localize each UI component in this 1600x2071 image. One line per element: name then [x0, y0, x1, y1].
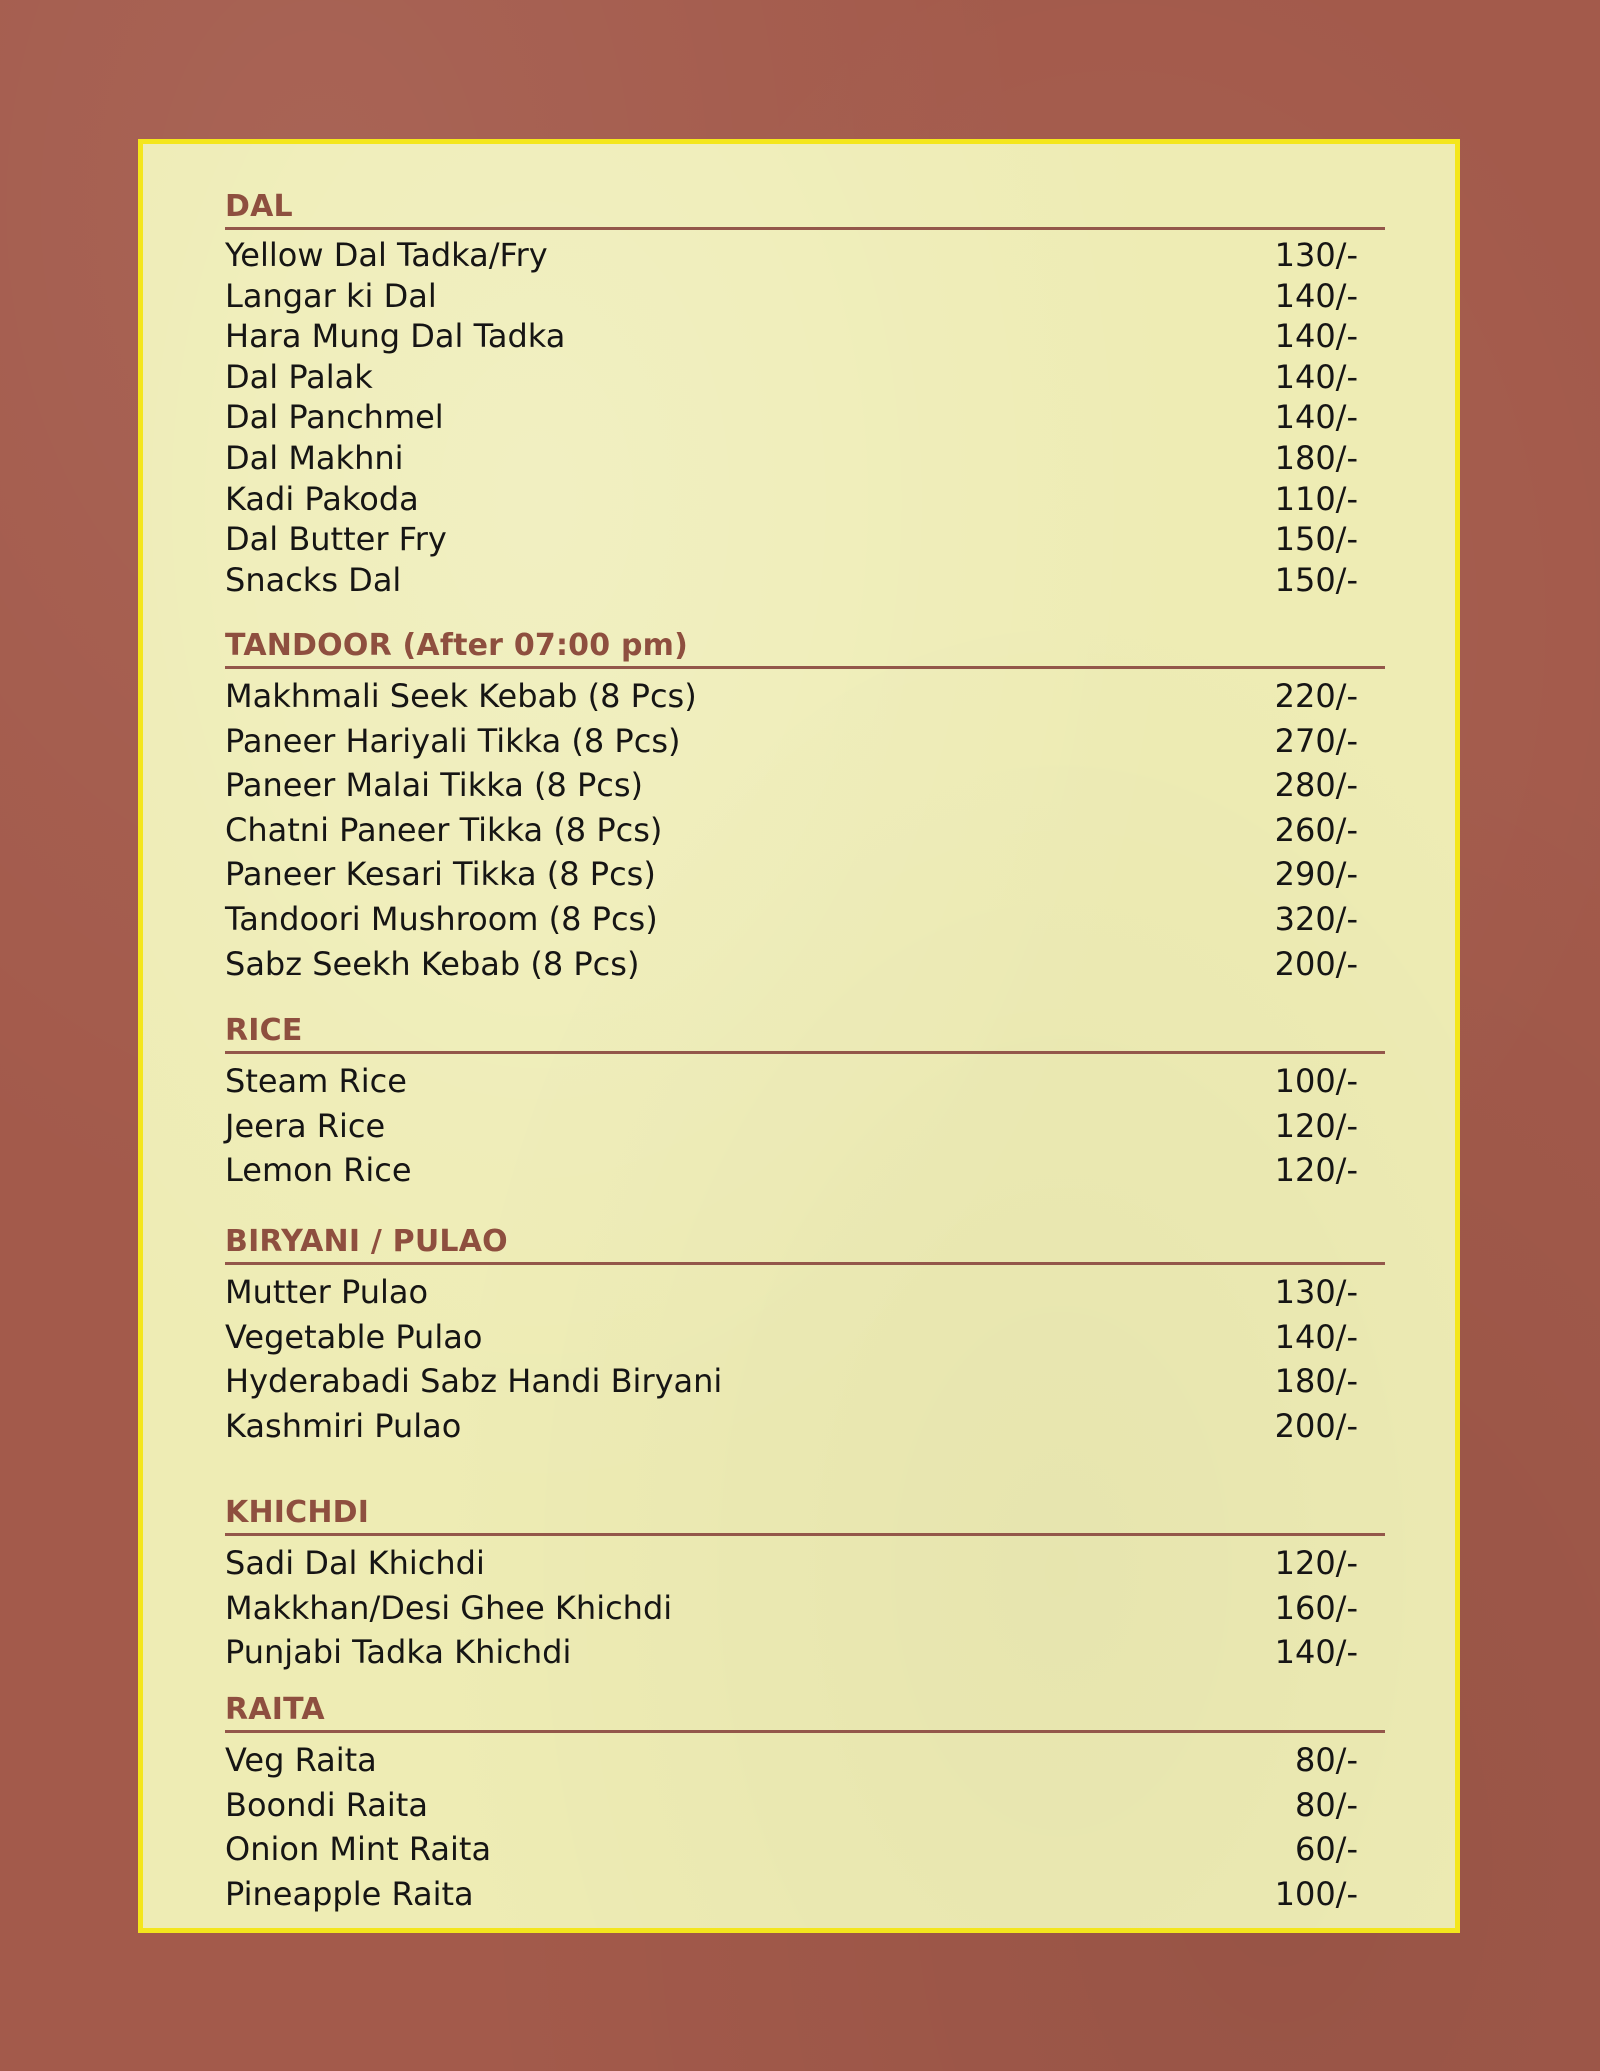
- menu-item: [225, 674, 1385, 719]
- menu-item: [225, 808, 1385, 853]
- menu-item: [225, 479, 1385, 520]
- menu-card: [138, 139, 1460, 1933]
- item-price: 80/-: [1294, 1785, 1358, 1824]
- item-price: 140/-: [1274, 357, 1358, 396]
- item-name: Veg Raita: [225, 1741, 377, 1779]
- menu-item: [225, 397, 1385, 438]
- item-name: Kashmiri Pulao: [225, 1406, 462, 1445]
- item-name: Dal Butter Fry: [225, 520, 447, 559]
- section-divider: [225, 1051, 1385, 1054]
- menu-item: [225, 1059, 1385, 1104]
- item-price: 140/-: [1274, 398, 1358, 437]
- item-price: 260/-: [1274, 810, 1358, 849]
- item-name: Makhmali Seek Kebab (8 Pcs): [225, 677, 697, 715]
- item-name: Dal Makhni: [225, 438, 404, 477]
- item-price: 160/-: [1274, 1588, 1358, 1627]
- section-raita: [225, 1690, 1385, 1916]
- item-price: 150/-: [1274, 560, 1358, 599]
- menu-item: [225, 316, 1385, 357]
- item-price: 180/-: [1274, 1362, 1358, 1401]
- item-price: 200/-: [1274, 1406, 1358, 1445]
- section-divider: [225, 227, 1385, 230]
- section-divider: [225, 1730, 1385, 1733]
- section-title: RAITA: [225, 1692, 325, 1727]
- section-title: RICE: [225, 1013, 303, 1048]
- item-name: Pineapple Raita: [225, 1874, 474, 1913]
- item-name: Steam Rice: [225, 1062, 407, 1100]
- item-name: Vegetable Pulao: [225, 1317, 483, 1356]
- section-divider: [225, 1533, 1385, 1536]
- item-price: 120/-: [1274, 1106, 1358, 1145]
- item-name: Hara Mung Dal Tadka: [225, 317, 566, 356]
- item-price: 200/-: [1274, 944, 1358, 983]
- menu-item: [225, 235, 1385, 276]
- menu-item: [225, 942, 1385, 987]
- item-name: Onion Mint Raita: [225, 1830, 492, 1869]
- section-dal: [225, 187, 1385, 600]
- menu-item: [225, 1586, 1385, 1631]
- menu-item: [225, 719, 1385, 764]
- menu-item: [225, 1104, 1385, 1149]
- menu-item: [225, 560, 1385, 601]
- menu-item: [225, 276, 1385, 317]
- item-price: 140/-: [1274, 317, 1358, 356]
- section-title: KHICHDI: [225, 1495, 370, 1530]
- section-khichdi: [225, 1493, 1385, 1675]
- item-price: 130/-: [1274, 236, 1358, 274]
- item-name: Kadi Pakoda: [225, 479, 419, 518]
- menu-item: [225, 852, 1385, 897]
- item-price: 180/-: [1274, 438, 1358, 477]
- menu-item: [225, 1783, 1385, 1828]
- item-name: Dal Panchmel: [225, 398, 444, 437]
- item-price: 120/-: [1274, 1544, 1358, 1582]
- menu-item: [225, 1148, 1385, 1193]
- item-name: Jeera Rice: [225, 1106, 386, 1145]
- menu-item: [225, 1270, 1385, 1315]
- item-price: 110/-: [1274, 479, 1358, 518]
- item-name: Sabz Seekh Kebab (8 Pcs): [225, 944, 640, 983]
- menu-item: [225, 519, 1385, 560]
- menu-item: [225, 357, 1385, 398]
- item-name: Mutter Pulao: [225, 1273, 429, 1311]
- item-name: Paneer Kesari Tikka (8 Pcs): [225, 855, 656, 894]
- item-price: 140/-: [1274, 1633, 1358, 1672]
- section-title: BIRYANI / PULAO: [225, 1224, 508, 1259]
- item-name: Paneer Malai Tikka (8 Pcs): [225, 766, 644, 805]
- item-name: Paneer Hariyali Tikka (8 Pcs): [225, 721, 681, 760]
- item-price: 150/-: [1274, 520, 1358, 559]
- item-price: 60/-: [1294, 1830, 1358, 1869]
- section-title: TANDOOR (After 07:00 pm): [225, 628, 689, 663]
- item-price: 140/-: [1274, 276, 1358, 315]
- section-biryani-pulao: [225, 1222, 1385, 1448]
- menu-item: [225, 763, 1385, 808]
- item-name: Yellow Dal Tadka/Fry: [225, 236, 548, 274]
- menu-item: [225, 1404, 1385, 1449]
- menu-item: [225, 897, 1385, 942]
- menu-item: [225, 438, 1385, 479]
- item-price: 100/-: [1274, 1062, 1358, 1100]
- item-name: Punjabi Tadka Khichdi: [225, 1633, 572, 1672]
- item-price: 320/-: [1274, 899, 1358, 938]
- item-price: 120/-: [1274, 1151, 1358, 1190]
- item-name: Lemon Rice: [225, 1151, 412, 1190]
- item-price: 140/-: [1274, 1317, 1358, 1356]
- item-name: Dal Palak: [225, 357, 373, 396]
- menu-item: [225, 1315, 1385, 1360]
- item-price: 80/-: [1294, 1741, 1358, 1779]
- menu-item: [225, 1359, 1385, 1404]
- item-name: Langar ki Dal: [225, 276, 437, 315]
- item-price: 100/-: [1274, 1874, 1358, 1913]
- menu-item: [225, 1541, 1385, 1586]
- section-rice: [225, 1011, 1385, 1193]
- item-name: Makkhan/Desi Ghee Khichdi: [225, 1588, 673, 1627]
- item-name: Tandoori Mushroom (8 Pcs): [225, 899, 658, 938]
- item-price: 270/-: [1274, 721, 1358, 760]
- item-price: 130/-: [1274, 1273, 1358, 1311]
- section-divider: [225, 1262, 1385, 1265]
- section-tandoor: [225, 626, 1385, 986]
- item-name: Hyderabadi Sabz Handi Biryani: [225, 1362, 723, 1401]
- item-name: Sadi Dal Khichdi: [225, 1544, 485, 1582]
- item-price: 220/-: [1274, 677, 1358, 715]
- section-title: DAL: [225, 189, 293, 224]
- menu-item: [225, 1738, 1385, 1783]
- section-divider: [225, 666, 1385, 669]
- item-name: Snacks Dal: [225, 560, 402, 599]
- item-name: Boondi Raita: [225, 1785, 428, 1824]
- menu-item: [225, 1827, 1385, 1872]
- menu-item: [225, 1872, 1385, 1917]
- item-name: Chatni Paneer Tikka (8 Pcs): [225, 810, 663, 849]
- menu-item: [225, 1630, 1385, 1675]
- item-price: 280/-: [1274, 766, 1358, 805]
- item-price: 290/-: [1274, 855, 1358, 894]
